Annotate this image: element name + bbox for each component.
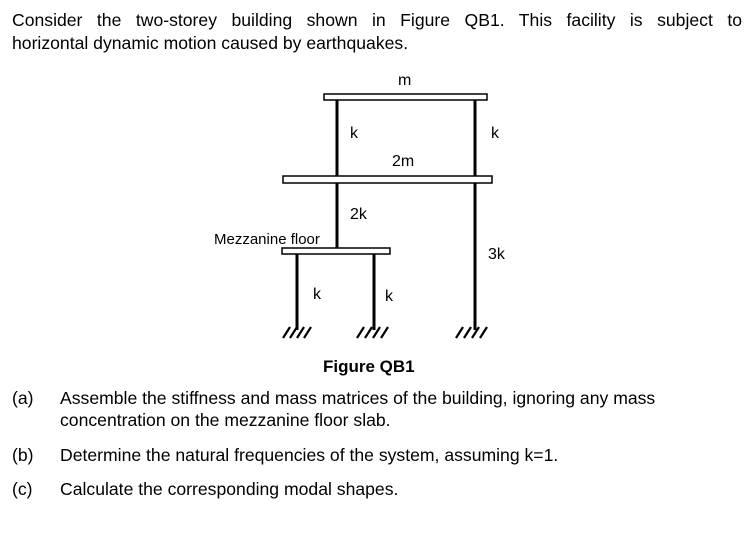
question-a-label: (a): [12, 388, 34, 408]
mezzanine-floor-label: Mezzanine floor: [214, 231, 320, 248]
roof-slab: [324, 94, 487, 100]
upper-right-k-label: k: [491, 125, 499, 142]
first-floor-slab: [283, 176, 492, 183]
support-left: [283, 327, 311, 338]
question-c-line-1: Calculate the corresponding modal shapes.: [60, 479, 399, 499]
question-b-label: (b): [12, 445, 34, 465]
question-a-line-2: concentration on the mezzanine floor slab.: [60, 410, 391, 430]
question-b-line-1: Determine the natural frequencies of the system, assuming k=1.: [60, 445, 559, 465]
roof-mass-label: m: [398, 72, 412, 89]
question-a-line-1: Assemble the stiffness and mass matrices of the building, ignoring any mass: [60, 388, 656, 408]
mezz-right-k-label: k: [385, 288, 393, 305]
question-c: [12, 478, 742, 500]
question-a: [12, 387, 742, 431]
first-floor-mass-label: 2m: [392, 153, 415, 170]
figure-caption: Figure QB1: [323, 357, 415, 376]
lower-column-2k-label: 2k: [350, 206, 367, 223]
intro-line-2: horizontal dynamic motion caused by earthquakes.: [12, 33, 409, 53]
support-right: [456, 327, 487, 338]
tall-column-3k-label: 3k: [488, 246, 505, 263]
question-c-label: (c): [12, 479, 33, 499]
intro-line-1: Consider the two-storey building shown in Figure QB1. This facility is subject to: [12, 10, 742, 30]
upper-left-k-label: k: [350, 125, 358, 142]
mezz-left-k-label: k: [313, 286, 321, 303]
mezzanine-slab: [282, 248, 390, 254]
question-b: [12, 444, 742, 466]
